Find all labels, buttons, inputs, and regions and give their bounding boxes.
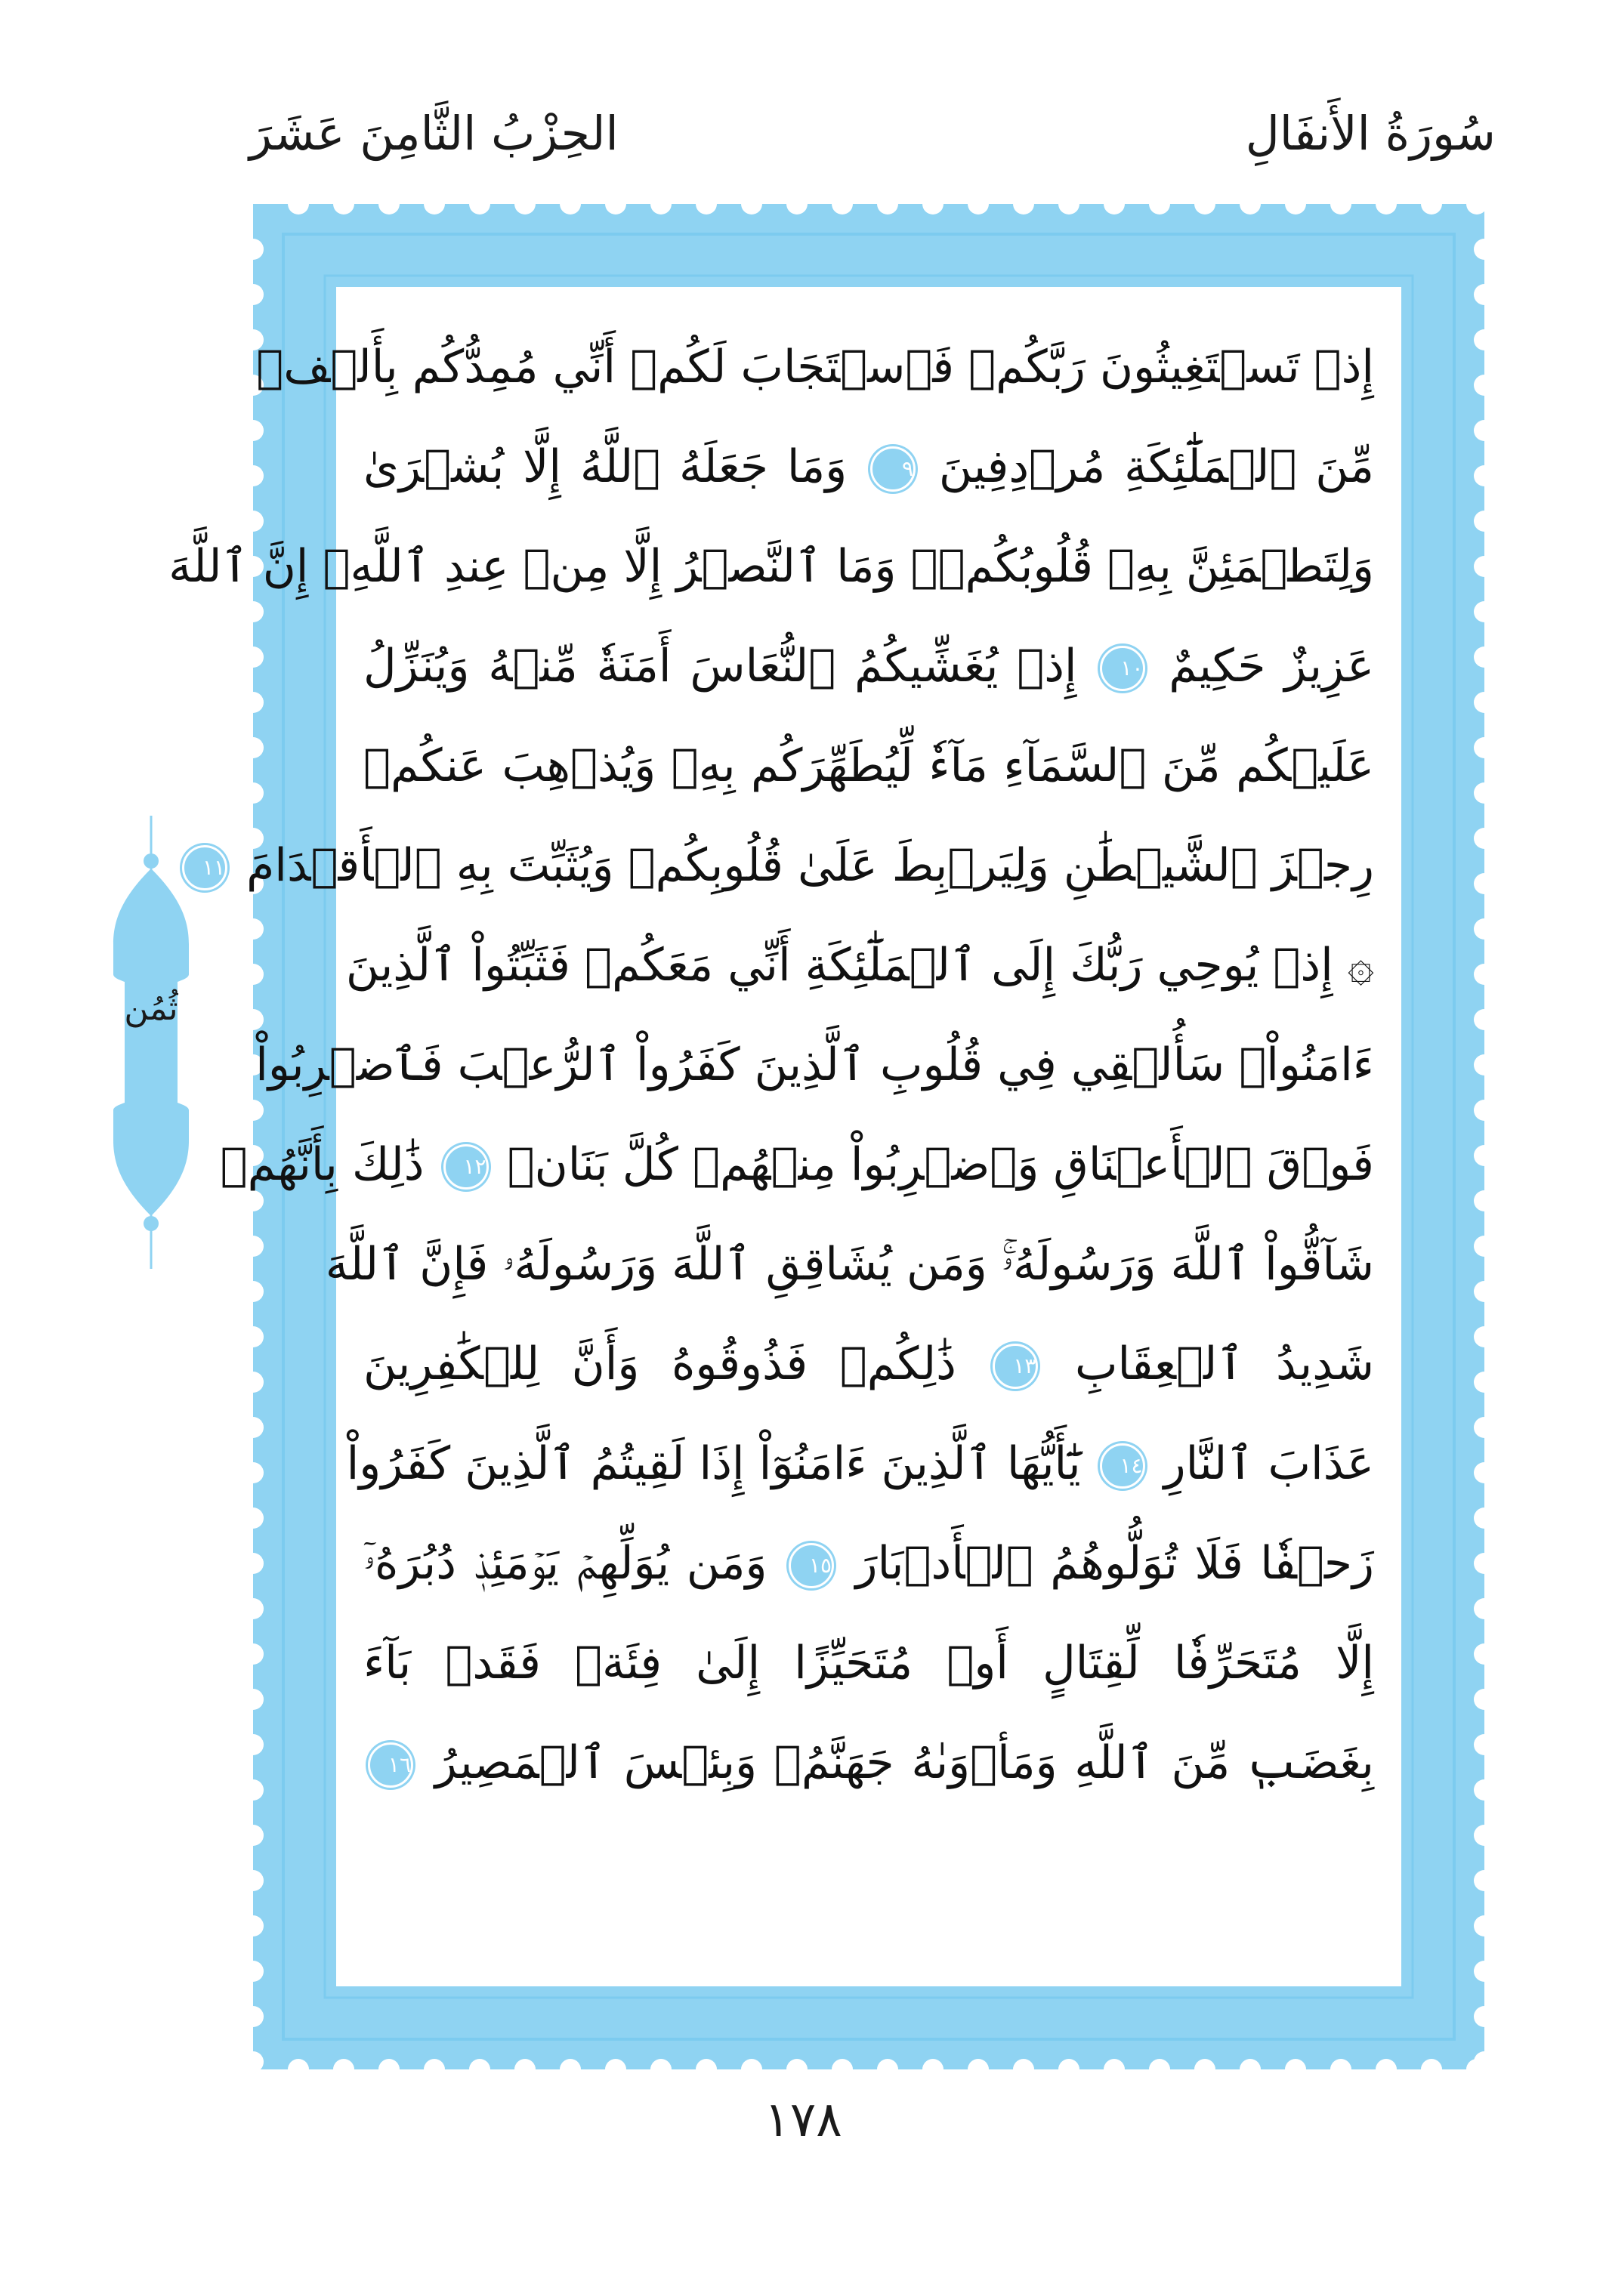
frame-scallop bbox=[242, 284, 264, 305]
verse-line bbox=[363, 716, 1374, 816]
frame-scallop bbox=[1474, 828, 1495, 849]
frame-scallop bbox=[242, 918, 264, 940]
frame-scallop bbox=[333, 2059, 354, 2080]
verse-line bbox=[345, 915, 1374, 1015]
frame-scallop bbox=[242, 2006, 264, 2027]
verse-line bbox=[346, 1414, 1374, 1514]
ayah-number-marker: ١٢ bbox=[443, 1144, 489, 1190]
verse-line bbox=[220, 1115, 1374, 1214]
verse-line bbox=[256, 317, 1374, 417]
frame-scallop bbox=[1240, 2059, 1261, 2080]
frame-scallop bbox=[242, 1961, 264, 1982]
frame-scallop bbox=[1330, 2059, 1351, 2080]
verse-text: مِّنَ ٱلۡمَلَٰٓئِكَةِ مُرۡدِفِينَ bbox=[920, 440, 1375, 493]
frame-scallop bbox=[242, 1281, 264, 1302]
frame-scallop bbox=[1474, 1643, 1495, 1665]
ayah-number-marker: ١٦ bbox=[368, 1742, 413, 1788]
ayah-number-marker: ١١ bbox=[182, 845, 227, 890]
verse-text: إِلَّا مُتَحَرِّفٗا لِّقِتَالٍ أَوۡ مُتَحَيِّزًا إِلَىٰ فِئَةٖ فَقَدۡ بَآءَ bbox=[363, 1637, 1374, 1690]
frame-scallop bbox=[1474, 1825, 1495, 1846]
frame-scallop bbox=[832, 193, 853, 214]
frame-scallop bbox=[378, 2059, 400, 2080]
frame-scallop bbox=[1474, 737, 1495, 758]
frame-scallop bbox=[1474, 782, 1495, 804]
frame-scallop bbox=[242, 1915, 264, 1936]
verse-line bbox=[363, 1314, 1374, 1414]
verse-text: ۞ إِذۡ يُوحِي رَبُّكَ إِلَى ٱلۡمَلَٰٓئِكَةِ أَنِّي مَعَكُمۡ فَثَبِّتُواْ ٱلَّذِينَ bbox=[345, 939, 1374, 992]
frame-scallop bbox=[1013, 193, 1034, 214]
frame-scallop bbox=[242, 1462, 264, 1483]
verse-line bbox=[168, 517, 1374, 616]
frame-scallop bbox=[242, 1870, 264, 1891]
frame-scallop bbox=[1474, 1961, 1495, 1982]
frame-scallop bbox=[1058, 193, 1079, 214]
frame-scallop bbox=[242, 647, 264, 668]
frame-scallop bbox=[1474, 1734, 1495, 1755]
frame-scallop bbox=[242, 1689, 264, 1710]
frame-scallop bbox=[786, 193, 808, 214]
frame-scallop bbox=[1376, 2059, 1397, 2080]
verse-text: رِجۡزَ ٱلشَّيۡطَٰنِ وَلِيَرۡبِطَ عَلَىٰ قُلُوبِكُمۡ وَيُثَبِّتَ بِهِ ٱلۡأَقۡدَامَ bbox=[232, 839, 1374, 892]
verse-line bbox=[255, 1015, 1374, 1115]
frame-scallop bbox=[242, 239, 264, 260]
frame-scallop bbox=[242, 2051, 264, 2072]
frame-scallop bbox=[1474, 1598, 1495, 1619]
frame-scallop bbox=[877, 193, 898, 214]
frame-scallop bbox=[333, 193, 354, 214]
frame-scallop bbox=[1474, 556, 1495, 577]
frame-scallop bbox=[605, 193, 626, 214]
frame-scallop bbox=[832, 2059, 853, 2080]
frame-scallop bbox=[1474, 692, 1495, 713]
verse-line bbox=[202, 816, 1374, 915]
frame-scallop bbox=[1474, 1190, 1495, 1211]
verse-text: وَمَن يُوَلِّهِمۡ يَوۡمَئِذٖ دُبُرَهُۥٓ bbox=[363, 1537, 785, 1590]
frame-scallop bbox=[1474, 1236, 1495, 1257]
frame-scallop bbox=[1474, 918, 1495, 940]
frame-scallop bbox=[378, 193, 400, 214]
verse-line bbox=[325, 1214, 1374, 1314]
ayah-number-marker: ١٥ bbox=[789, 1543, 834, 1588]
verse-line bbox=[363, 417, 1374, 517]
frame-scallop bbox=[1474, 465, 1495, 486]
frame-scallop bbox=[242, 1417, 264, 1438]
verse-text: زَحۡفٗا فَلَا تُوَلُّوهُمُ ٱلۡأَدۡبَارَ bbox=[839, 1537, 1374, 1590]
frame-scallop bbox=[1104, 2059, 1125, 2080]
verse-text: بِغَضَبٖ مِّنَ ٱللَّهِ وَمَأۡوَىٰهُ جَهَنَّمُۖ وَبِئۡسَ ٱلۡمَصِيرُ bbox=[418, 1736, 1374, 1789]
frame-scallop bbox=[288, 193, 309, 214]
frame-scallop bbox=[242, 692, 264, 713]
frame-scallop bbox=[786, 2059, 808, 2080]
frame-scallop bbox=[1474, 1553, 1495, 1574]
frame-scallop bbox=[696, 193, 717, 214]
frame-scallop bbox=[1474, 1100, 1495, 1121]
frame-scallop bbox=[514, 193, 536, 214]
frame-scallop bbox=[242, 1734, 264, 1755]
frame-scallop bbox=[605, 2059, 626, 2080]
frame-scallop bbox=[1474, 873, 1495, 894]
frame-scallop bbox=[288, 2059, 309, 2080]
frame-scallop bbox=[1240, 193, 1261, 214]
frame-scallop bbox=[1474, 1870, 1495, 1891]
verse-line bbox=[363, 1713, 1374, 1813]
frame-scallop bbox=[1474, 511, 1495, 532]
frame-scallop bbox=[469, 193, 490, 214]
frame-scallop bbox=[242, 1598, 264, 1619]
frame-scallop bbox=[242, 1326, 264, 1347]
frame-scallop bbox=[560, 193, 581, 214]
frame-scallop bbox=[1285, 193, 1306, 214]
verse-text: عَلَيۡكُم مِّنَ ٱلسَّمَآءِ مَآءٗ لِّيُطَهِّرَكُم بِهِۦ وَيُذۡهِبَ عَنكُمۡ bbox=[363, 739, 1374, 792]
verse-text: إِذۡ تَسۡتَغِيثُونَ رَبَّكُمۡ فَٱسۡتَجَابَ لَكُمۡ أَنِّي مُمِدُّكُم بِأَلۡفٖ bbox=[256, 341, 1374, 393]
frame-scallop bbox=[650, 2059, 672, 2080]
frame-scallop bbox=[1474, 1508, 1495, 1529]
page-frame bbox=[168, 204, 1484, 2069]
frame-scallop bbox=[1330, 193, 1351, 214]
thumun-marker-ornament bbox=[98, 816, 204, 1269]
frame-scallop bbox=[242, 1372, 264, 1393]
frame-scallop bbox=[696, 2059, 717, 2080]
frame-scallop bbox=[1104, 193, 1125, 214]
frame-scallop bbox=[741, 193, 762, 214]
frame-scallop bbox=[242, 465, 264, 486]
frame-scallop bbox=[1474, 284, 1495, 305]
frame-scallop bbox=[968, 2059, 989, 2080]
frame-scallop bbox=[1421, 193, 1442, 214]
frame-scallop bbox=[1474, 239, 1495, 260]
frame-scallop bbox=[1474, 1281, 1495, 1302]
verse-text-area bbox=[168, 287, 1401, 1986]
verse-text: ءَامَنُواْۚ سَأُلۡقِي فِي قُلُوبِ ٱلَّذِينَ كَفَرُواْ ٱلرُّعۡبَ فَٱضۡرِبُواْ bbox=[255, 1038, 1374, 1091]
frame-scallop bbox=[877, 2059, 898, 2080]
frame-scallop bbox=[1474, 2051, 1495, 2072]
frame-scallop bbox=[1474, 964, 1495, 985]
verse-line bbox=[363, 616, 1374, 716]
frame-scallop bbox=[242, 1643, 264, 1665]
thumun-label: ثُمُن bbox=[124, 989, 178, 1028]
ayah-number-marker: ١٠ bbox=[1100, 646, 1145, 691]
frame-scallop bbox=[242, 1553, 264, 1574]
frame-scallop bbox=[242, 1508, 264, 1529]
frame-scallop bbox=[1474, 1915, 1495, 1936]
verse-text: عَزِيزٌ حَكِيمٌ bbox=[1150, 640, 1374, 693]
verse-text: إِذۡ يُغَشِّيكُمُ ٱلنُّعَاسَ أَمَنَةٗ مِّنۡهُ وَيُنَزِّلُ bbox=[363, 640, 1096, 693]
frame-scallop bbox=[242, 1825, 264, 1846]
frame-scallop bbox=[424, 193, 445, 214]
frame-scallop bbox=[1285, 2059, 1306, 2080]
frame-scallop bbox=[1474, 420, 1495, 441]
frame-scallop bbox=[741, 2059, 762, 2080]
frame-scallop bbox=[1474, 1462, 1495, 1483]
ayah-number-marker: ١٤ bbox=[1100, 1443, 1145, 1489]
frame-scallop bbox=[1474, 1372, 1495, 1393]
frame-scallop bbox=[922, 193, 944, 214]
hizb-title: الحِزْبُ الثَّامِنَ عَشَرَ bbox=[249, 106, 619, 161]
frame-scallop bbox=[242, 782, 264, 804]
frame-scallop bbox=[1474, 601, 1495, 622]
frame-scallop bbox=[1474, 1417, 1495, 1438]
frame-scallop bbox=[1474, 1009, 1495, 1030]
verse-line bbox=[363, 1613, 1374, 1713]
frame-scallop bbox=[1421, 2059, 1442, 2080]
page-number: ١٧٨ bbox=[764, 2092, 842, 2148]
frame-scallop bbox=[1466, 193, 1487, 214]
frame-scallop bbox=[514, 2059, 536, 2080]
frame-scallop bbox=[1376, 193, 1397, 214]
verse-text: شَآقُّواْ ٱللَّهَ وَرَسُولَهُۥۚ وَمَن يُشَاقِقِ ٱللَّهَ وَرَسُولَهُۥ فَإِنَّ ٱللَّهَ bbox=[325, 1238, 1374, 1291]
ayah-number-marker: ٩ bbox=[870, 446, 916, 492]
frame-scallop bbox=[650, 193, 672, 214]
frame-scallop bbox=[1474, 2006, 1495, 2027]
verse-text: فَوۡقَ ٱلۡأَعۡنَاقِ وَٱضۡرِبُواْ مِنۡهُمۡ كُلَّ بَنَانٖ bbox=[493, 1138, 1374, 1191]
frame-scallop bbox=[922, 2059, 944, 2080]
frame-scallop bbox=[242, 1779, 264, 1801]
frame-scallop bbox=[1474, 1779, 1495, 1801]
frame-scallop bbox=[242, 1236, 264, 1257]
frame-scallop bbox=[1013, 2059, 1034, 2080]
verse-text: يَٰٓأَيُّهَا ٱلَّذِينَ ءَامَنُوٓاْ إِذَا لَقِيتُمُ ٱلَّذِينَ كَفَرُواْ bbox=[346, 1437, 1095, 1490]
frame-scallop bbox=[1474, 329, 1495, 350]
frame-scallop bbox=[1474, 1689, 1495, 1710]
frame-scallop bbox=[1149, 193, 1170, 214]
frame-scallop bbox=[1474, 1326, 1495, 1347]
surah-title: سُورَةُ الأَنفَالِ bbox=[1245, 106, 1496, 161]
page-header bbox=[249, 106, 1496, 189]
frame-scallop bbox=[560, 2059, 581, 2080]
frame-scallop bbox=[242, 737, 264, 758]
frame-scallop bbox=[1474, 1054, 1495, 1075]
verse-text: شَدِيدُ ٱلۡعِقَابِ bbox=[1042, 1338, 1374, 1390]
verse-text: وَلِتَطۡمَئِنَّ بِهِۦ قُلُوبُكُمۡۚ وَمَا ٱلنَّصۡرُ إِلَّا مِنۡ عِندِ ٱللَّهِۚ إِنَّ ٱللَّهَ bbox=[168, 540, 1374, 593]
frame-scallop bbox=[469, 2059, 490, 2080]
frame-scallop bbox=[968, 193, 989, 214]
frame-scallop bbox=[1474, 375, 1495, 396]
ayah-number-marker: ١٣ bbox=[993, 1344, 1038, 1389]
frame-scallop bbox=[1194, 193, 1215, 214]
verse-text: عَذَابَ ٱلنَّارِ bbox=[1149, 1437, 1374, 1490]
verse-text: ذَٰلِكَ بِأَنَّهُمۡ bbox=[220, 1138, 439, 1191]
verse-text: وَمَا جَعَلَهُ ٱللَّهُ إِلَّا بُشۡرَىٰ bbox=[363, 440, 866, 493]
verse-line bbox=[363, 1514, 1374, 1613]
frame-scallop bbox=[1058, 2059, 1079, 2080]
frame-scallop bbox=[1194, 2059, 1215, 2080]
frame-scallop bbox=[424, 2059, 445, 2080]
frame-scallop bbox=[242, 420, 264, 441]
frame-scallop bbox=[242, 964, 264, 985]
frame-scallop bbox=[1149, 2059, 1170, 2080]
frame-scallop bbox=[1474, 647, 1495, 668]
verse-text: ذَٰلِكُمۡ فَذُوقُوهُ وَأَنَّ لِلۡكَٰفِرِينَ bbox=[363, 1338, 989, 1390]
frame-scallop bbox=[1474, 1145, 1495, 1166]
